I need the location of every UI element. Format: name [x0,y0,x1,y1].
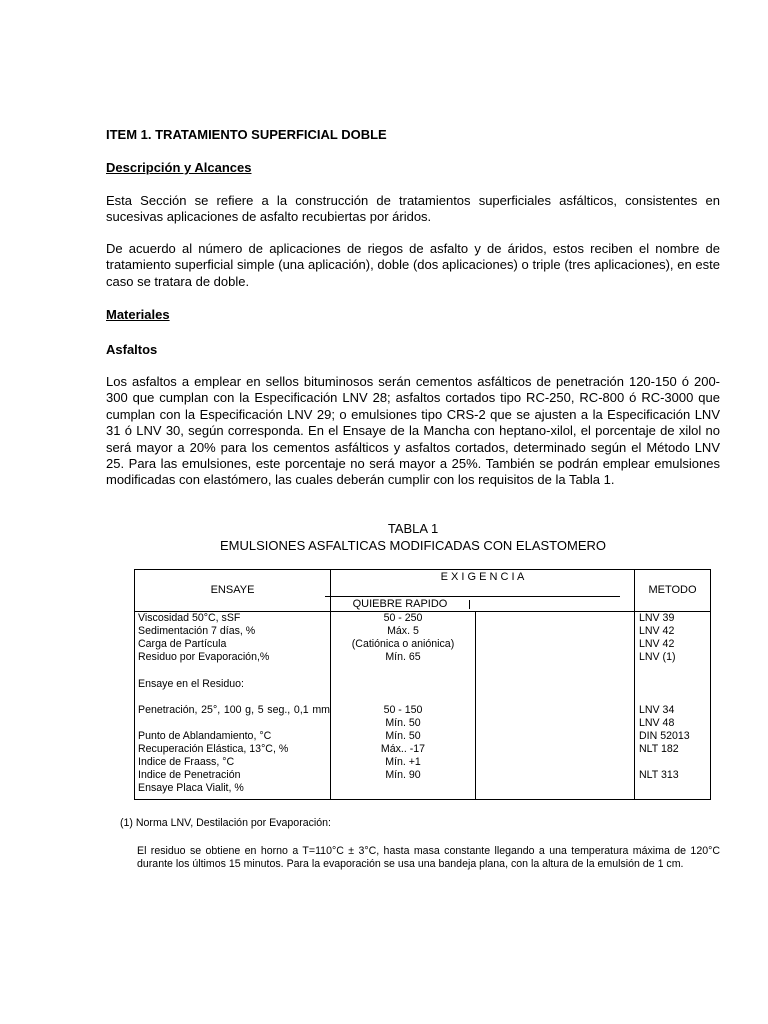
table-divider [634,570,635,799]
row-ensaye: Carga de Partícula [138,638,227,650]
row-metodo: LNV 34 [639,704,675,716]
row-ensaye: Recuperación Elástica, 13°C, % [138,743,289,755]
footnote-heading: (1) Norma LNV, Destilación por Evaporación: [120,817,331,829]
row-exigencia: 50 - 250 [383,612,423,624]
table-divider [469,600,470,609]
row-ensaye: Indice de Fraass, °C [138,756,235,768]
row-metodo: LNV (1) [639,651,676,663]
row-exigencia: Mín. 50 [385,730,421,742]
row-ensaye: Ensaye en el Residuo: [138,678,245,690]
row-exigencia: 50 - 150 [383,704,423,716]
section-heading-materials: Materiales [106,307,170,322]
table-subtitle: EMULSIONES ASFALTICAS MODIFICADAS CON ELASTOMERO [220,538,606,553]
header-ensaye: ENSAYE [210,584,255,596]
row-metodo: LNV 48 [639,717,675,729]
row-exigencia: Mín. 50 [385,717,421,729]
row-ensaye: Residuo por Evaporación,% [138,651,270,663]
footnote-body: El residuo se obtiene en horno a T=110°C ± 3°C, hasta masa constante llegando a una temperatura máxima de 120°C durante los últimos 15 minutos. Para la evaporación se usa una bandeja plana, con la altura de la emulsión de 1 cm. [137,845,720,871]
row-ensaye: Viscosidad 50°C, sSF [138,612,241,624]
row-exigencia: Máx.. -17 [380,743,426,755]
header-exigencia: E X I G E N C I A [440,571,525,583]
row-exigencia: (Catiónica o aniónica) [351,638,455,650]
row-ensaye: Punto de Ablandamiento, °C [138,730,272,742]
table-divider [325,596,620,597]
row-ensaye: Sedimentación 7 días, % [138,625,256,637]
item-title: ITEM 1. TRATAMIENTO SUPERFICIAL DOBLE [106,127,387,142]
row-exigencia: Máx. 5 [387,625,419,637]
row-exigencia: Mín. 90 [385,769,421,781]
row-exigencia: Mín. 65 [385,651,421,663]
row-metodo: LNV 42 [639,638,675,650]
row-metodo: DIN 52013 [639,730,690,742]
paragraph-applications: De acuerdo al número de aplicaciones de riegos de asfalto y de áridos, estos reciben el nombre de tratamiento superficial simple (una aplicación), doble (dos aplicaciones) o triple (tres aplicaciones), en este caso se tratara de doble. [106,241,720,289]
paragraph-scope: Esta Sección se refiere a la construcción de tratamientos superficiales asfálticos, consistentes en sucesivas aplicaciones de asfalto recubiertas por áridos. [106,193,720,225]
row-ensaye: Penetración, 25°, 100 g, 5 seg., 0,1 mm [138,704,330,716]
row-metodo: NLT 182 [639,743,679,755]
header-metodo: METODO [648,584,697,596]
row-metodo: NLT 313 [639,769,679,781]
header-quiebre-rapido: QUIEBRE RAPIDO [352,598,448,610]
row-metodo: LNV 42 [639,625,675,637]
table-title: TABLA 1 [387,521,439,536]
section-heading-description: Descripción y Alcances [106,160,252,175]
row-ensaye: Indice de Penetración [138,769,241,781]
paragraph-asphalts: Los asfaltos a emplear en sellos bituminosos serán cementos asfálticos de penetración 120-150 ó 200-300 que cumplan con la Especificación LNV 28; asfaltos cortados tipo RC-250, RC-800 ó RC-3000 que cumplan con la Especificación LNV 29; o emulsiones tipo CRS-2 que se ajusten a la Especificación LNV 31 ó LNV 30, según corresponda. En el Ensaye de la Mancha con heptano-xilol, el porcentaje de xilol no será mayor a 20% para los cementos asfálticos y asfaltos cortados, determinado según el Método LNV 25. Para las emulsiones, este porcentaje no será mayor a 25%. También se podrán emplear emulsiones modificadas con elastómero, las cuales deberán cumplir con los requisitos de la Tabla 1. [106,374,720,488]
table-divider [475,611,476,799]
section-heading-asphalts: Asfaltos [106,342,158,357]
requirements-table [134,569,711,800]
row-metodo: LNV 39 [639,612,675,624]
table-caption [106,520,720,554]
row-exigencia: Mín. +1 [385,756,421,768]
table-divider [330,570,331,799]
row-ensaye: Ensaye Placa Vialit, % [138,782,244,794]
